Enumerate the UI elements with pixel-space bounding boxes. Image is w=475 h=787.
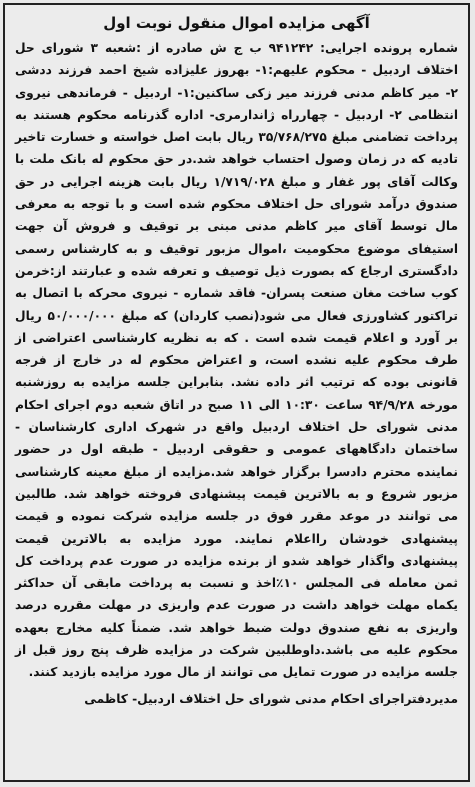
notice-body: شماره پرونده اجرایی: ۹۴۱۲۴۲ ب ج ش صادره از :شعبه ۳ شورای حل اختلاف اردبیل - محکوم علیهم:۱- بهروز علیزاده شیخ احمد فرزند ددشی ۲- میر کاظم مدنی فرزند میر زکی ساکنین:۱- اردبیل - فرماندهی نیروی انتظامی ۲- اردبیل - چهارراه ژاندارمری- اداره گذرنامه محکوم هستند به پرداخت تضامنی مبلغ ۳۵/۷۶۸/۲۷۵ ریال بابت اصل خواسته و خسارت تاخیر تادیه که در زمان وصول احتساب خواهد شد.در حق محکوم له بانک ملت با وکالت آقای پور غفار و مبلغ ۱/۷۱۹/۰۲۸ ریال بابت هزینه اجرایی در حق صندوق درآمد شورای حل اختلاف محکوم شده است و با توجه به معرفی مال توسط آقای میر کاظم مدنی مبنی بر توقیف و فروش آن جهت استیفای موضوع محکومیت ،اموال مزبور توقیف و به کارشناس رسمی دادگستری ارجاع که بصورت ذیل توصیف و تعرفه شده و عبارتند از:خرمن کوب ساخت مغان صنعت پسران- فاقد شماره - نیروی محرکه با اتصال به تراکتور کشاورزی فعال می شود(نصب کاردان) که مبلغ ۵۰/۰۰۰/۰۰۰ ریال بر آورد و اعلام قیمت شده است . که به نظریه کارشناسی اعتراضی از طرف محکوم علیه نشده است، و اعتراض محکوم له در خارج از فرجه قانونی بوده که ترتیب اثر داده نشد. بنابراین جلسه مزایده به روزشنبه مورخه ۹۴/۹/۲۸ ساعت ۱۰:۳۰ الی ۱۱ صبح در اتاق شعبه دوم اجرای احکام مدنی شورای حل اختلاف اردبیل واقع در شهرک اداری کارشناسان - ساختمان دادگاههای عمومی و حقوقی اردبیل - طبقه اول در حضور نماینده محترم دادسرا برگزار خواهد شد.مزایده از مبلغ معینه کارشناسی مزبور شروع و به بالاترین قیمت پیشنهادی فروخته خواهد شد. طالبین می توانند در موعد مقرر فوق در جلسه مزایده شرکت نموده و قیمت پیشنهادی خودشان رااعلام نمایند. مورد مزایده به بالاترین قیمت پیشنهادی واگذار خواهد شدو از برنده مزایده در صورت عدم پرداخت کل ثمن معامله فی المجلس ۱۰٪اخذ و نسبت به پرداخت مابقی آن حداکثر یکماه مهلت خواهد داشت در صورت عدم واریزی در مهلت مقرره درصد واریزی به نفع صندوق دولت ضبط خواهد شد. ضمناً کلیه مخارج بعهده محکوم علیه می باشد.داوطلبین شرکت در مزایده ظرف پنج روز قبل از جلسه مزایده در صورت تمایل می توانند از مال مورد مزایده بازدید کنند. <box>15 41 459 680</box>
notice-signature: مدیردفتراجرای احکام مدنی شورای حل اختلاف اردبیل- کاظمی <box>84 691 458 706</box>
notice-title: آگهی مزایده اموال منقول نوبت اول <box>103 14 370 32</box>
auction-notice <box>3 3 470 782</box>
